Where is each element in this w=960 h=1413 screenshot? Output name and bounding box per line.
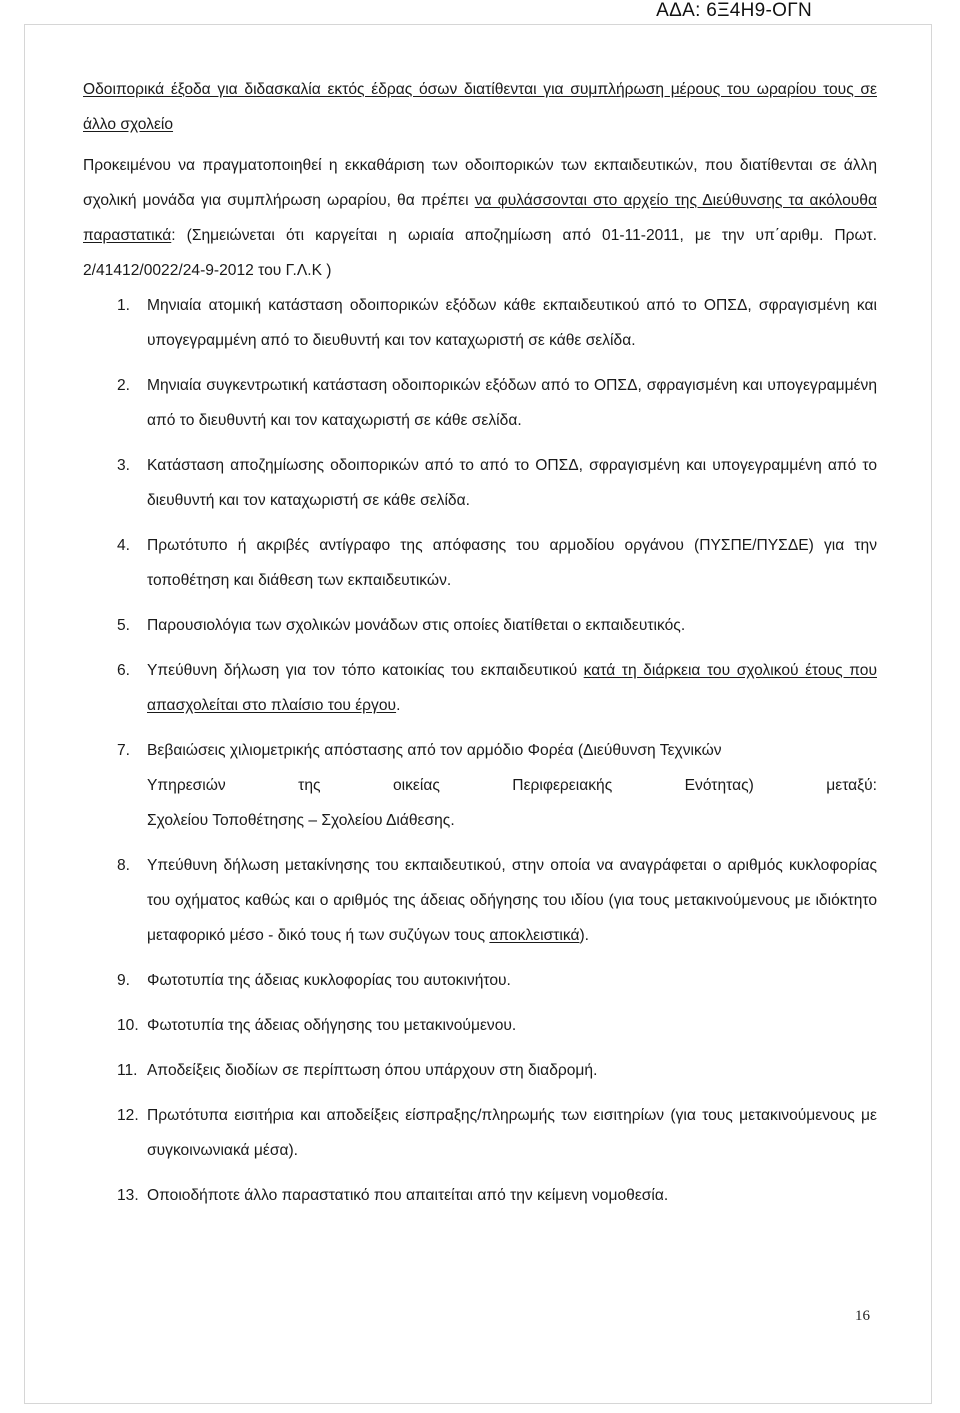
item-text: Πρωτότυπα εισιτήρια και αποδείξεις είσπραξης/πληρωμής των εισιτηρίων (για τους μετακινούμενους με συγκοινωνιακά μέσα).: [147, 1107, 877, 1159]
list-item: [83, 1178, 877, 1213]
item-text: Οποιοδήποτε άλλο παραστατικό που απαιτείται από την κείμενη νομοθεσία.: [147, 1187, 669, 1204]
page-number: 16: [855, 1308, 870, 1324]
item-number: 13.: [117, 1187, 139, 1204]
item-text: Μηνιαία συγκεντρωτική κατάσταση οδοιπορικών εξόδων από το ΟΠΣΔ, σφραγισμένη και υπογεγραμμένη από το διευθυντή και τον καταχωριστή σε κάθε σελίδα.: [147, 377, 877, 429]
item-text-end: .: [396, 697, 401, 714]
list-item: [83, 288, 877, 358]
item-number: 10.: [117, 1017, 139, 1034]
item-number: 3.: [117, 457, 131, 474]
item-text: Παρουσιολόγια των σχολικών μονάδων στις οποίες διατίθεται ο εκπαιδευτικός.: [147, 617, 686, 634]
item-number: 6.: [117, 662, 131, 679]
document-body: [83, 72, 877, 1223]
item-number: 9.: [117, 972, 131, 989]
item-underlined-text: κατά τη διάρκεια του σχολικού έτους που απασχολείται στο πλαίσιο του έργου: [147, 662, 877, 714]
list-item: [83, 448, 877, 518]
list-item: [83, 963, 877, 998]
list-item: [83, 1053, 877, 1088]
intro-text-end: : (Σημειώνεται ότι καργείται η ωριαία αποζημίωση από 01-11-2011, με την υπ΄αριθμ. Πρωτ. 2/41412/0022/24-9-2012 του Γ.Λ.Κ ): [83, 227, 877, 279]
item-text: Πρωτότυπο ή ακριβές αντίγραφο της απόφασης του αρμοδίου οργάνου (ΠΥΣΠΕ/ΠΥΣΔΕ) για την τοποθέτηση και διάθεση των εκπαιδευτικών.: [147, 537, 877, 589]
list-item: [83, 528, 877, 598]
item-text: Φωτοτυπία της άδειας κυκλοφορίας του αυτοκινήτου.: [147, 972, 511, 989]
item-text: Υπεύθυνη δήλωση για τον τόπο κατοικίας του εκπαιδευτικού: [147, 662, 584, 679]
item-text-line: Υπηρεσιών της οικείας Περιφερειακής Ενότητας) μεταξύ:: [147, 777, 877, 794]
item-number: 1.: [117, 297, 131, 314]
item-text: Φωτοτυπία της άδειας οδήγησης του μετακινούμενου.: [147, 1017, 517, 1034]
intro-paragraph: [83, 148, 877, 288]
item-number: 11.: [117, 1062, 138, 1079]
intro-text: Προκειμένου να πραγματοποιηθεί η εκκαθάριση των οδοιπορικών των εκπαιδευτικών, που διατίθενται σε άλλη σχολική μονάδα για συμπλήρωση ωραρίου, θα πρέπει: [83, 157, 877, 209]
list-item: [83, 1098, 877, 1168]
item-underlined-text: αποκλειστικά: [489, 927, 580, 944]
list-item: [83, 1008, 877, 1043]
heading-underlined: Οδοιπορικά έξοδα για διδασκαλία εκτός έδρας όσων διατίθενται για συμπλήρωση μέρους του ωραρίου τους σε άλλο σχολείο: [83, 81, 877, 133]
item-text: Υπεύθυνη δήλωση μετακίνησης του εκπαιδευτικού, στην οποία να αναγράφεται ο αριθμός κυκλοφορίας του οχήματος καθώς και ο αριθμός της άδειας οδήγησης του ιδίου (για τους μετακινούμενους με ιδιόκτητο μεταφορικό μέσο - δικό τους ή των συζύγων τους: [147, 857, 877, 944]
documents-list: [83, 288, 877, 1213]
ada-code: ΑΔΑ: 6Ξ4Η9-ΟΓΝ: [656, 0, 812, 21]
item-text-line: Σχολείου Τοποθέτησης – Σχολείου Διάθεσης.: [147, 812, 455, 829]
item-text: Μηνιαία ατομική κατάσταση οδοιπορικών εξόδων κάθε εκπαιδευτικού από το ΟΠΣΔ, σφραγισμένη και υπογεγραμμένη από το διευθυντή και τον καταχωριστή σε κάθε σελίδα.: [147, 297, 877, 349]
list-item: [83, 848, 877, 953]
item-number: 4.: [117, 537, 131, 554]
item-text-end: ).: [579, 927, 589, 944]
document-heading: [83, 72, 877, 142]
item-text-line: Βεβαιώσεις χιλιομετρικής απόστασης από τον αρμόδιο Φορέα (Διεύθυνση Τεχνικών: [147, 742, 722, 759]
item-text: Κατάσταση αποζημίωσης οδοιπορικών από το από το ΟΠΣΔ, σφραγισμένη και υπογεγραμμένη από το διευθυντή και τον καταχωριστή σε κάθε σελίδα.: [147, 457, 877, 509]
item-number: 7.: [117, 742, 131, 759]
item-number: 8.: [117, 857, 131, 874]
list-item: [83, 608, 877, 643]
intro-underlined-text: να φυλάσσονται στο αρχείο της Διεύθυνσης τα ακόλουθα παραστατικά: [83, 192, 877, 244]
list-item: [83, 653, 877, 723]
list-item: [83, 733, 877, 838]
item-number: 2.: [117, 377, 131, 394]
item-text: Αποδείξεις διοδίων σε περίπτωση όπου υπάρχουν στη διαδρομή.: [147, 1062, 598, 1079]
item-number: 5.: [117, 617, 131, 634]
item-number: 12.: [117, 1107, 139, 1124]
list-item: [83, 368, 877, 438]
